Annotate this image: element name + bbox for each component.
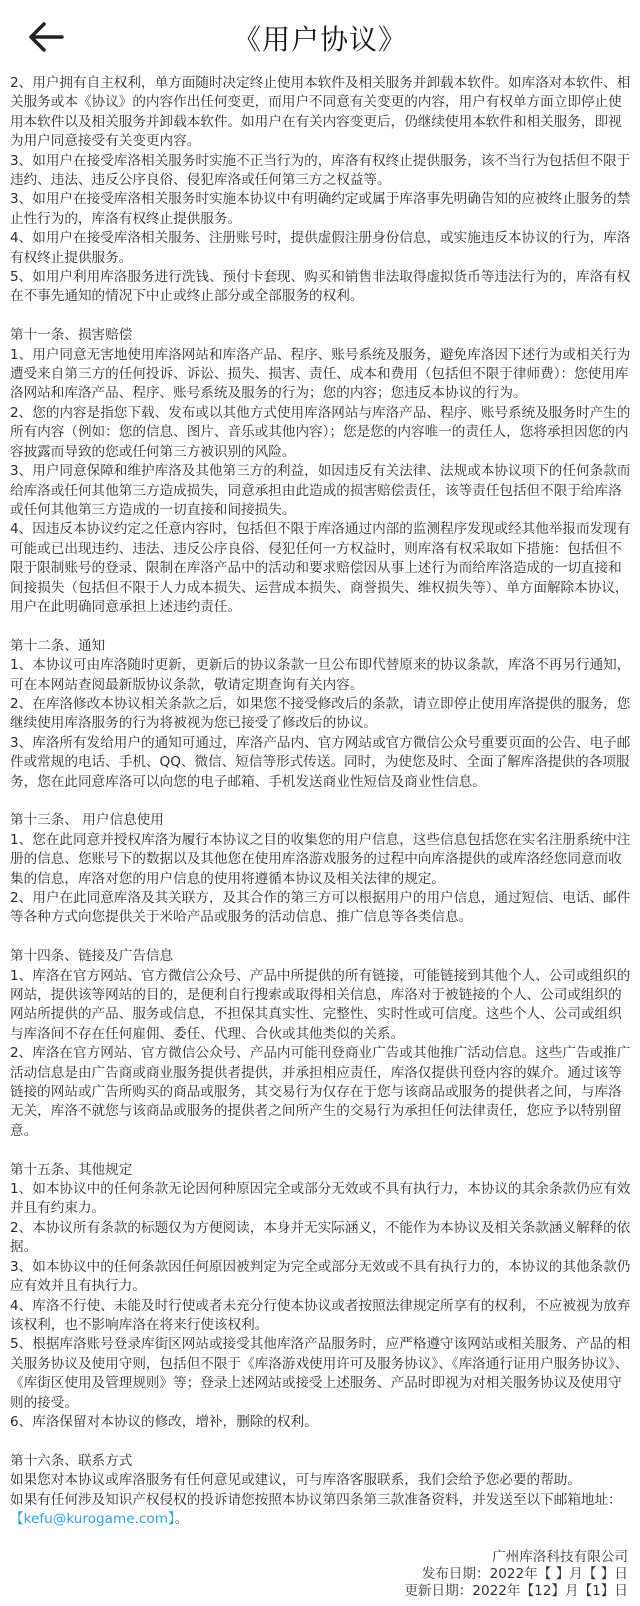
section-heading: 第十四条、链接及广告信息: [10, 948, 174, 965]
clause-paragraph: 3、库洛所有发给用户的通知可通过，库洛产品内、官方网站或官方微信公众号重要页面的公告、电子邮件或常规的电话、手机、QQ、微信、短信等形式传送。同时，为使您及时、全面了解库洛提供的各项服务，您在此同意库洛可以向您的电子邮箱、手机发送商业性短信及商业性信息。: [10, 734, 631, 790]
agreement-section: [10, 637, 632, 792]
agreement-section: [10, 1161, 632, 1433]
company-name: 广州库洛科技有限公司: [492, 1548, 628, 1565]
clause-paragraph: 4、库洛不行使、未能及时行使或者未充分行使本协议或者按照法律规定所享有的权利，不应被视为放弃该权利，也不影响库洛在将来行使该权利。: [10, 1297, 631, 1333]
clause-paragraph: 1、库洛在官方网站、官方微信公众号、产品中所提供的所有链接，可能链接到其他个人、公司或组织的网站，提供该等网站的目的，是便利自行搜索或取得相关信息，库洛对于被链接的个人、公司或组织的网站所提供的产品、服务或信息，不担保其真实性、完整性、实时性或可信度。这些个人、公司或组织与库洛间不存在任何雇佣、委任、代理、合伙或其他类似的关系。: [10, 967, 631, 1042]
contact-email-line: [10, 1510, 632, 1529]
clause-paragraph: 2、用户拥有自主权利，单方面随时决定终止使用本软件及相关服务并卸载本软件。如库洛对本软件、相关服务或本《协议》的内容作出任何变更，而用户不同意有关变更的内容，用户有权单方面立即停止使用本软件以及相关服务并卸载本软件。如用户在有关内容变更后，仍继续使用本软件和相关服务，即视为用户同意接受有关变更内容。: [10, 75, 631, 150]
email-suffix: 。: [174, 1510, 189, 1527]
clause-paragraph: 1、本协议可由库洛随时更新，更新后的协议条款一旦公布即代替原来的协议条款，库洛不再另行通知，可在本网站查阅最新版协议条款，敬请定期查询有关内容。: [10, 657, 631, 693]
clause-paragraph: 如果您对本协议或库洛服务有任何意见或建议，可与库洛客服联系，我们会给予您必要的帮助。: [10, 1472, 581, 1489]
clause-paragraph: 3、用户同意保障和维护库洛及其他第三方的利益，如因违反有关法律、法规或本协议项下的任何条款而给库洛或任何其他第三方造成损失，同意承担由此造成的损害赔偿责任，该等责任包括但不限于给库洛或任何其他第三方造成的一切直接和间接损失。: [10, 463, 631, 518]
clause-paragraph: 2、用户在此同意库洛及其关联方，及其合作的第三方可以根据用户的用户信息，通过短信、电话、邮件等各种方式向您提供关于米哈产品或服务的活动信息、推广信息等各类信息。: [10, 890, 631, 926]
agreement-section: [10, 947, 632, 1141]
section-heading: 第十二条、通知: [10, 637, 106, 654]
clause-paragraph: 3、如用户在接受库洛相关服务时实施不正当行为的，库洛有权终止提供服务，该不当行为包括但不限于违约、违法、违反公序良俗、侵犯库洛或任何第三方之权益等。: [10, 152, 631, 189]
clause-paragraph: 1、您在此同意并授权库洛为履行本协议之目的收集您的用户信息，这些信息包括您在实名注册系统中注册的信息、您账号下的数据以及其他您在使用库洛游戏服务的过程中向库洛提供的或库洛经您同意而收集的信息，库洛对您的用户信息的使用将遵循本协议及相关法律的规定。: [10, 831, 631, 887]
page-title: 《用户协议》: [232, 23, 407, 56]
contact-email-link[interactable]: 【kefu@kurogame.com】: [10, 1510, 175, 1527]
clause-paragraph: 如果有任何涉及知识产权侵权的投诉请您按照本协议第四条第三款准备资料，并发送至以下邮箱地址：: [10, 1491, 622, 1508]
clause-paragraph: 4、如用户在接受库洛相关服务、注册账号时，提供虚假注册身份信息，或实施违反本协议的行为，库洛有权终止提供服务。: [10, 230, 631, 266]
clause-paragraph: 6、库洛保留对本协议的修改，增补，删除的权利。: [10, 1413, 318, 1430]
clause-paragraph: 5、如用户利用库洛服务进行洗钱、预付卡套现、购买和销售非法取得虚拟货币等违法行为的，库洛有权在不事先通知的情况下中止或终止部分或全部服务的权利。: [10, 269, 631, 305]
clause-paragraph: 1、如本协议中的任何条款无论因何种原因完全或部分无效或不具有执行力，本协议的其余条款仍应有效并且有约束力。: [10, 1181, 631, 1217]
clause-paragraph: 4、因违反本协议约定之任意内容时，包括但不限于库洛通过内部的监测程序发现或经其他举报而发现有可能或已出现违约、违法、违反公序良俗、侵犯任何一方权益时，则库洛有权采取如下措施：包括但不限于限制账号的登录、限制在库洛产品中的活动和要求赔偿因从事上述行为而给库洛造成的一切直接和间接损失（包括但不限于人力成本损失、运营成本损失、商誉损失、维权损失等）、单方面解除本协议，用户在此明确同意承担上述违约责任。: [10, 521, 631, 615]
section-heading: 第十五条、其他规定: [10, 1161, 133, 1178]
clause-paragraph: 2、您的内容是指您下载、发布或以其他方式使用库洛网站与库洛产品、程序、账号系统及服务时产生的所有内容（例如：您的信息、图片、音乐或其他内容）；您是您的内容唯一的责任人，您将承担因您的内容披露而导致的您或任何第三方被识别的风险。: [10, 404, 631, 460]
agreement-section: [10, 326, 632, 617]
header: [0, 0, 640, 74]
clause-paragraph: 2、本协议所有条款的标题仅为方便阅读，本身并无实际涵义，不能作为本协议及相关条款涵义解释的依据。: [10, 1219, 631, 1256]
clause-paragraph: 3、如本协议中的任何条款因任何原因被判定为完全或部分无效或不具有执行力的，本协议的其他条款仍应有效并且有执行力。: [10, 1258, 631, 1295]
agreement-content: [0, 74, 640, 1529]
agreement-section: [10, 1452, 632, 1530]
agreement-section: [10, 811, 632, 927]
clause-paragraph: 2、库洛在官方网站、官方微信公众号、产品内可能刊登商业广告或其他推广活动信息。这些广告或推广活动信息是由广告商或商业服务提供者提供，并承担相应责任，库洛仅提供刊登内容的媒介。通过该等链接的网站或广告所购买的商品或服务，其交易行为仅存在于您与该商品或服务的提供者之间，与库洛无关，库洛不就您与该商品或服务的提供者之间所产生的交易行为承担任何法律责任，您应予以特别留意。: [10, 1045, 631, 1139]
clause-paragraph: 2、在库洛修改本协议相关条款之后，如果您不接受修改后的条款，请立即停止使用库洛提供的服务，您继续使用库洛服务的行为将被视为您已接受了修改后的协议。: [10, 695, 631, 732]
update-date: 更新日期：2022年【12】月【1】日: [404, 1582, 628, 1599]
clause-paragraph: 3、如用户在接受库洛相关服务时实施本协议中有明确约定或属于库洛事先明确告知的应被终止服务的禁止性行为的，库洛有权终止提供服务。: [10, 191, 631, 227]
clause-paragraph: 5、根据库洛账号登录库街区网站或接受其他库洛产品服务时，应严格遵守该网站或相关服务、产品的相关服务协议及使用守则，包括但不限于《库洛游戏使用许可及服务协议》、《库洛通行证用户服务协议》、《库街区使用及管理规则》等；登录上述网站或接受上述服务、产品时即视为对相关服务协议及使用守则的接受。: [10, 1336, 631, 1411]
section-heading: 第十一条、损害赔偿: [10, 327, 133, 344]
section-heading: 第十六条、联系方式: [10, 1452, 133, 1469]
footer: [0, 1549, 628, 1600]
clause-paragraph: 1、用户同意无害地使用库洛网站和库洛产品、程序、账号系统及服务，避免库洛因下述行为或相关行为遭受来自第三方的任何投诉、诉讼、损失、损害、责任、成本和费用（包括但不限于律师费）：您使用库洛网站和库洛产品、程序、账号系统及服务的行为；您的内容；您违反本协议的行为。: [10, 346, 631, 402]
publish-date: 发布日期：2022年【 】月【 】日: [421, 1565, 628, 1582]
agreement-section: [10, 74, 632, 307]
section-heading: 第十三条、 用户信息使用: [10, 812, 164, 829]
